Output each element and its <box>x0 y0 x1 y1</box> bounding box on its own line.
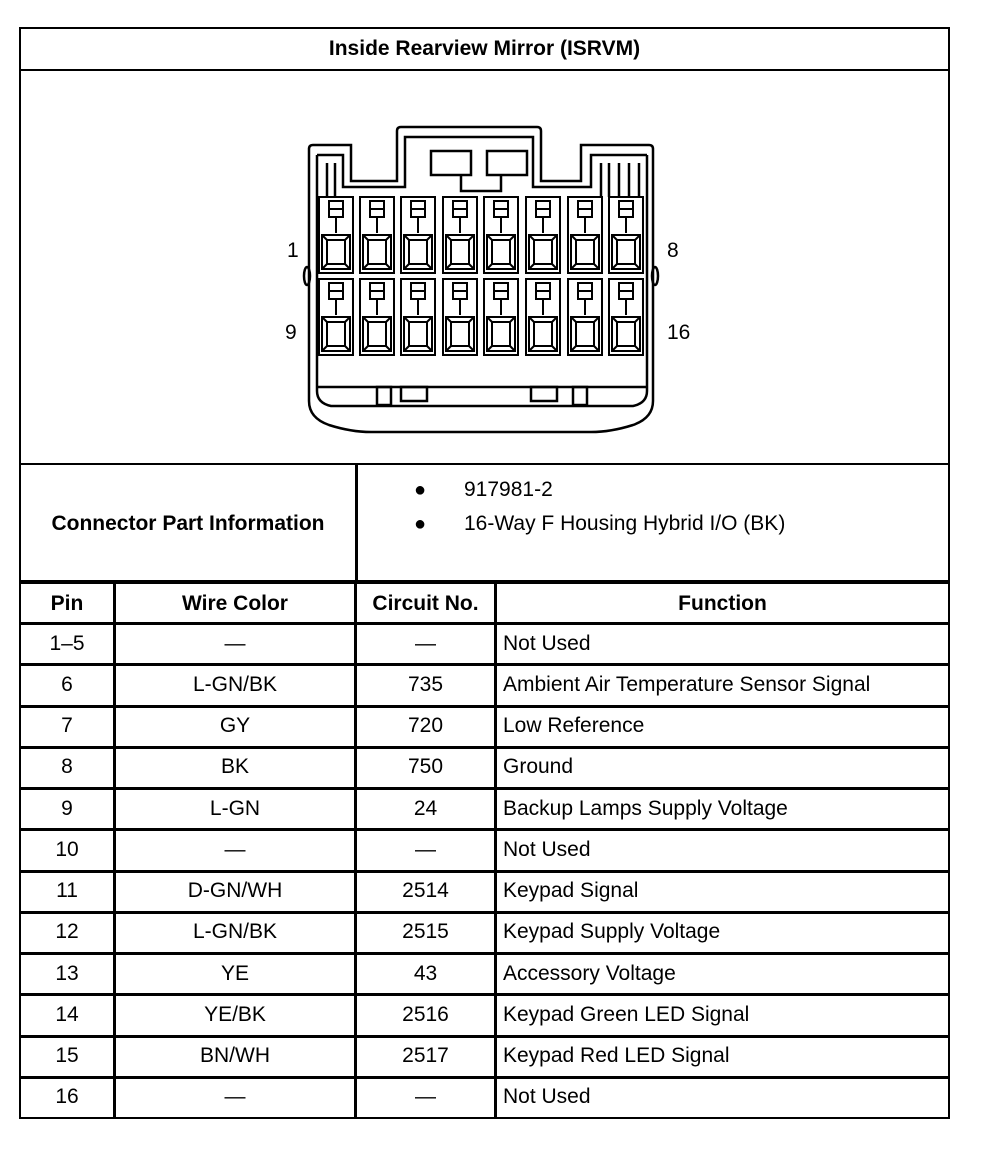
pin-cell: 8 <box>61 755 73 779</box>
wire-color-cell: BK <box>220 755 249 779</box>
connector-pin-cell <box>568 279 602 355</box>
pin-cell: 10 <box>55 837 79 861</box>
function-cell: Not Used <box>503 1085 591 1109</box>
pin-cell: 15 <box>55 1044 79 1067</box>
function-cell: Low Reference <box>503 714 645 737</box>
connector-pin-cell <box>484 197 518 273</box>
column-divider <box>494 584 497 1119</box>
connector-drawing <box>21 71 948 463</box>
wire-color-cell: GY <box>219 714 251 737</box>
connector-pin-cell <box>526 197 560 273</box>
wire-color-cell: BN/WH <box>200 1044 270 1067</box>
pin-cell: 13 <box>55 961 79 985</box>
bullet-icon: ● <box>414 479 427 501</box>
connector-pin-cell <box>319 197 353 273</box>
function-cell: Keypad Signal <box>503 879 639 902</box>
circuit-cell: — <box>415 1085 436 1109</box>
connector-pin-cell <box>319 279 353 355</box>
connector-pin-cell <box>401 197 435 273</box>
circuit-cell: 2516 <box>402 1002 449 1026</box>
wire-color-cell: YE/BK <box>204 1002 266 1026</box>
connector-info-item <box>357 507 947 541</box>
wire-color-cell: YE <box>220 961 249 985</box>
connector-pin-cell <box>401 279 435 355</box>
circuit-cell: 735 <box>407 672 444 696</box>
function-cell: Keypad Red LED Signal <box>503 1044 730 1067</box>
wire-color-cell: D-GN/WH <box>187 879 283 902</box>
pin-cell: 12 <box>55 920 79 944</box>
connector-diagram <box>21 71 948 463</box>
column-divider <box>113 584 116 1119</box>
circuit-cell: 2517 <box>402 1044 449 1067</box>
pin-cell: 9 <box>61 796 73 820</box>
page-title: Inside Rearview Mirror (ISRVM) <box>328 37 641 60</box>
pin-label-8: 8 <box>667 239 679 262</box>
circuit-cell: 2515 <box>402 920 449 944</box>
bullet-icon: ● <box>414 513 427 535</box>
circuit-cell: — <box>415 837 436 861</box>
function-cell: Keypad Green LED Signal <box>503 1002 750 1026</box>
circuit-cell: 750 <box>407 755 444 779</box>
function-cell: Backup Lamps Supply Voltage <box>503 796 788 820</box>
function-cell: Not Used <box>503 837 591 861</box>
header-circuit: Circuit No. <box>372 592 479 615</box>
header-function: Function <box>678 592 767 615</box>
wire-color-cell: L-GN/BK <box>192 920 278 944</box>
connector-pin-cell <box>443 279 477 355</box>
circuit-cell: 24 <box>413 796 438 820</box>
pin-cell: 11 <box>56 879 78 902</box>
connector-pin-cell <box>360 197 394 273</box>
circuit-cell: — <box>415 631 436 655</box>
pin-cell: 1–5 <box>49 631 85 655</box>
wire-color-cell: — <box>224 631 246 655</box>
pin-cell: 16 <box>55 1085 79 1109</box>
pin-cell: 6 <box>61 672 73 696</box>
function-cell: Ground <box>503 755 574 779</box>
connector-pin-cell <box>526 279 560 355</box>
connector-pin-cell <box>609 279 643 355</box>
wire-color-cell: — <box>224 837 246 861</box>
connector-pin-cell <box>360 279 394 355</box>
column-divider <box>354 584 357 1119</box>
function-cell: Keypad Supply Voltage <box>503 920 721 944</box>
function-cell: Accessory Voltage <box>503 961 676 985</box>
pin-label-16: 16 <box>667 321 691 344</box>
connector-info-item <box>357 473 947 507</box>
pin-label-1: 1 <box>287 239 299 262</box>
header-pin: Pin <box>50 592 84 615</box>
pin-label-9: 9 <box>285 321 297 344</box>
circuit-cell: 43 <box>413 961 438 985</box>
connector-pin-cell <box>484 279 518 355</box>
connector-pin-cell <box>609 197 643 273</box>
pin-cell: 14 <box>55 1002 79 1026</box>
wire-color-cell: L-GN <box>209 796 261 820</box>
connector-info-list <box>357 473 947 541</box>
connector-description: 16-Way F Housing Hybrid I/O (BK) <box>464 512 786 535</box>
connector-pin-cell <box>443 197 477 273</box>
function-cell: Not Used <box>503 631 591 655</box>
wire-color-cell: L-GN/BK <box>192 672 278 696</box>
function-cell: Ambient Air Temperature Sensor Signal <box>503 672 871 696</box>
header-wire-color: Wire Color <box>182 592 288 615</box>
pin-cell: 7 <box>61 714 73 737</box>
wire-color-cell: — <box>224 1085 246 1109</box>
circuit-cell: 2514 <box>402 879 449 902</box>
circuit-cell: 720 <box>407 714 444 737</box>
connector-pin-cell <box>568 197 602 273</box>
connector-info-label: Connector Part Information <box>51 511 325 535</box>
connector-part-number: 917981-2 <box>464 478 553 501</box>
